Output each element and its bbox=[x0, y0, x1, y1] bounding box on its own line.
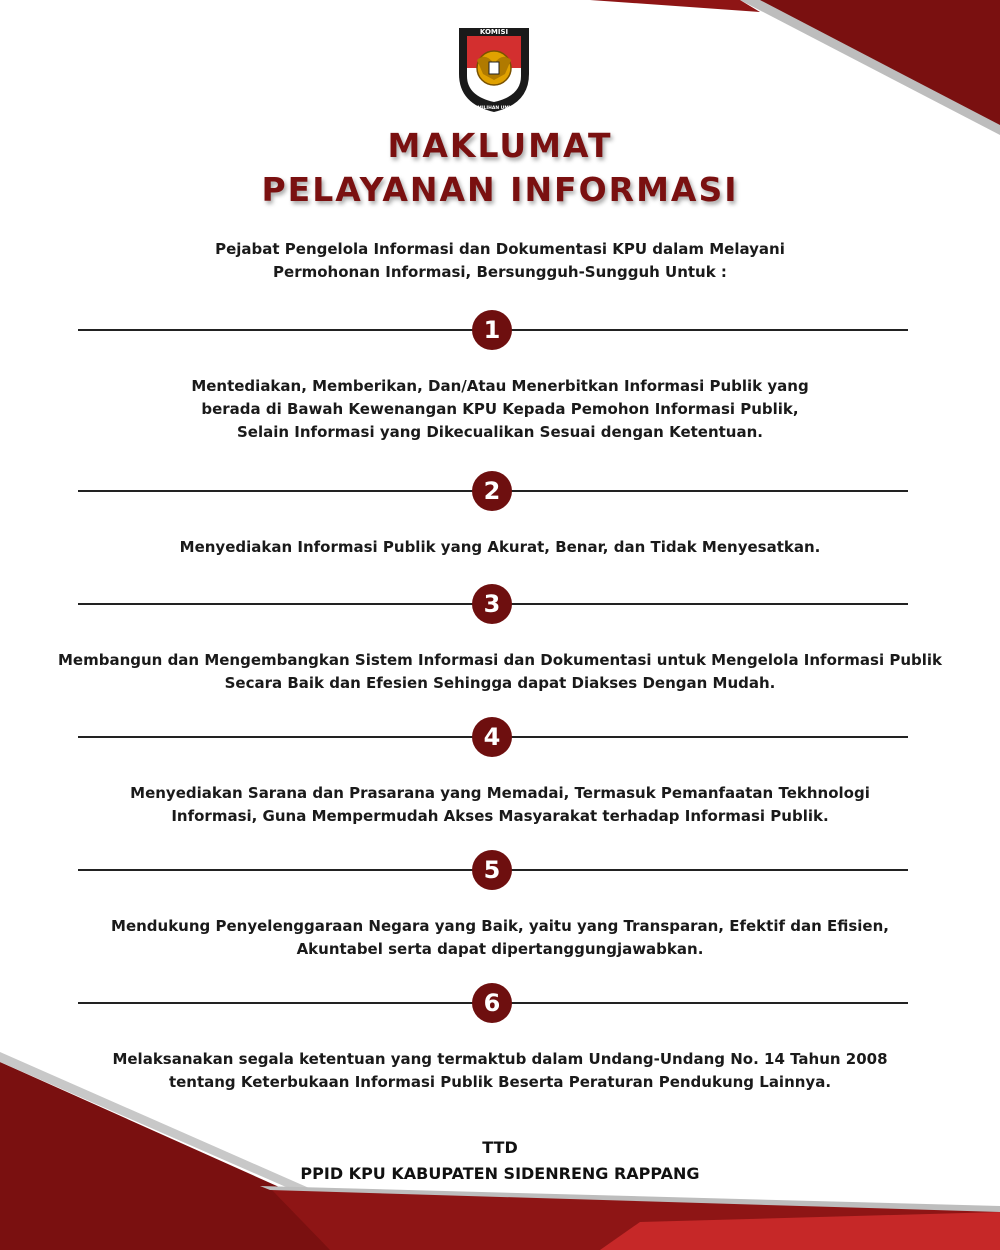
signature-organization: PPID KPU KABUPATEN SIDENRENG RAPPANG bbox=[300, 1164, 700, 1183]
item-text-6 bbox=[60, 1048, 940, 1094]
item-6-line-1: Melaksanakan segala ketentuan yang termaktub dalam Undang-Undang No. 14 Tahun 2008 bbox=[112, 1050, 888, 1068]
item-1-line-2: berada di Bawah Kewenangan KPU Kepada Pemohon Informasi Publik, bbox=[201, 400, 799, 418]
item-number-badge-3: 3 bbox=[472, 584, 512, 624]
item-text-2 bbox=[60, 536, 940, 559]
item-6-line-2: tentang Keterbukaan Informasi Publik Beserta Peraturan Pendukung Lainnya. bbox=[168, 1073, 832, 1091]
title-line-1: MAKLUMAT bbox=[387, 126, 613, 165]
item-text-3 bbox=[40, 649, 960, 695]
intro-line-1: Pejabat Pengelola Informasi dan Dokumentasi KPU dalam Melayani bbox=[215, 240, 785, 258]
top-right-stripe-mid bbox=[590, 0, 760, 12]
item-4-line-2: Informasi, Guna Mempermudah Akses Masyarakat terhadap Informasi Publik. bbox=[171, 807, 829, 825]
title-line-2: PELAYANAN INFORMASI bbox=[261, 170, 739, 209]
item-number-badge-4: 4 bbox=[472, 717, 512, 757]
item-1-line-3: Selain Informasi yang Dikecualikan Sesuai dengan Ketentuan. bbox=[237, 423, 763, 441]
item-2-line-1: Menyediakan Informasi Publik yang Akurat, Benar, dan Tidak Menyesatkan. bbox=[179, 538, 821, 556]
item-number-badge-1: 1 bbox=[472, 310, 512, 350]
item-3-line-2: Secara Baik dan Efesien Sehingga dapat Diakses Dengan Mudah. bbox=[224, 674, 776, 692]
logo-text-bottom: PEMILIHAN UMUM bbox=[471, 106, 517, 111]
logo-text-top: KOMISI bbox=[479, 28, 509, 36]
intro-line-2: Permohonan Informasi, Bersungguh-Sungguh Untuk : bbox=[273, 263, 727, 281]
item-5-line-1: Mendukung Penyelenggaraan Negara yang Baik, yaitu yang Transparan, Efektif dan Efisien, bbox=[111, 917, 889, 935]
item-number-badge-2: 2 bbox=[472, 471, 512, 511]
item-5-line-2: Akuntabel serta dapat dipertanggungjawabkan. bbox=[296, 940, 704, 958]
intro-text bbox=[60, 238, 940, 284]
item-4-line-1: Menyediakan Sarana dan Prasarana yang Memadai, Termasuk Pemanfaatan Tekhnologi bbox=[130, 784, 870, 802]
item-3-line-1: Membangun dan Mengembangkan Sistem Informasi dan Dokumentasi untuk Mengelola Informasi Publik bbox=[57, 651, 942, 669]
item-number-badge-5: 5 bbox=[472, 850, 512, 890]
signature-ttd: TTD bbox=[482, 1138, 518, 1157]
item-1-line-1: Mentediakan, Memberikan, Dan/Atau Menerbitkan Informasi Publik yang bbox=[191, 377, 809, 395]
item-number-badge-6: 6 bbox=[472, 983, 512, 1023]
item-text-5 bbox=[60, 915, 940, 961]
item-text-4 bbox=[60, 782, 940, 828]
kpu-garuda-logo-icon bbox=[453, 22, 535, 114]
item-text-1 bbox=[60, 375, 940, 444]
